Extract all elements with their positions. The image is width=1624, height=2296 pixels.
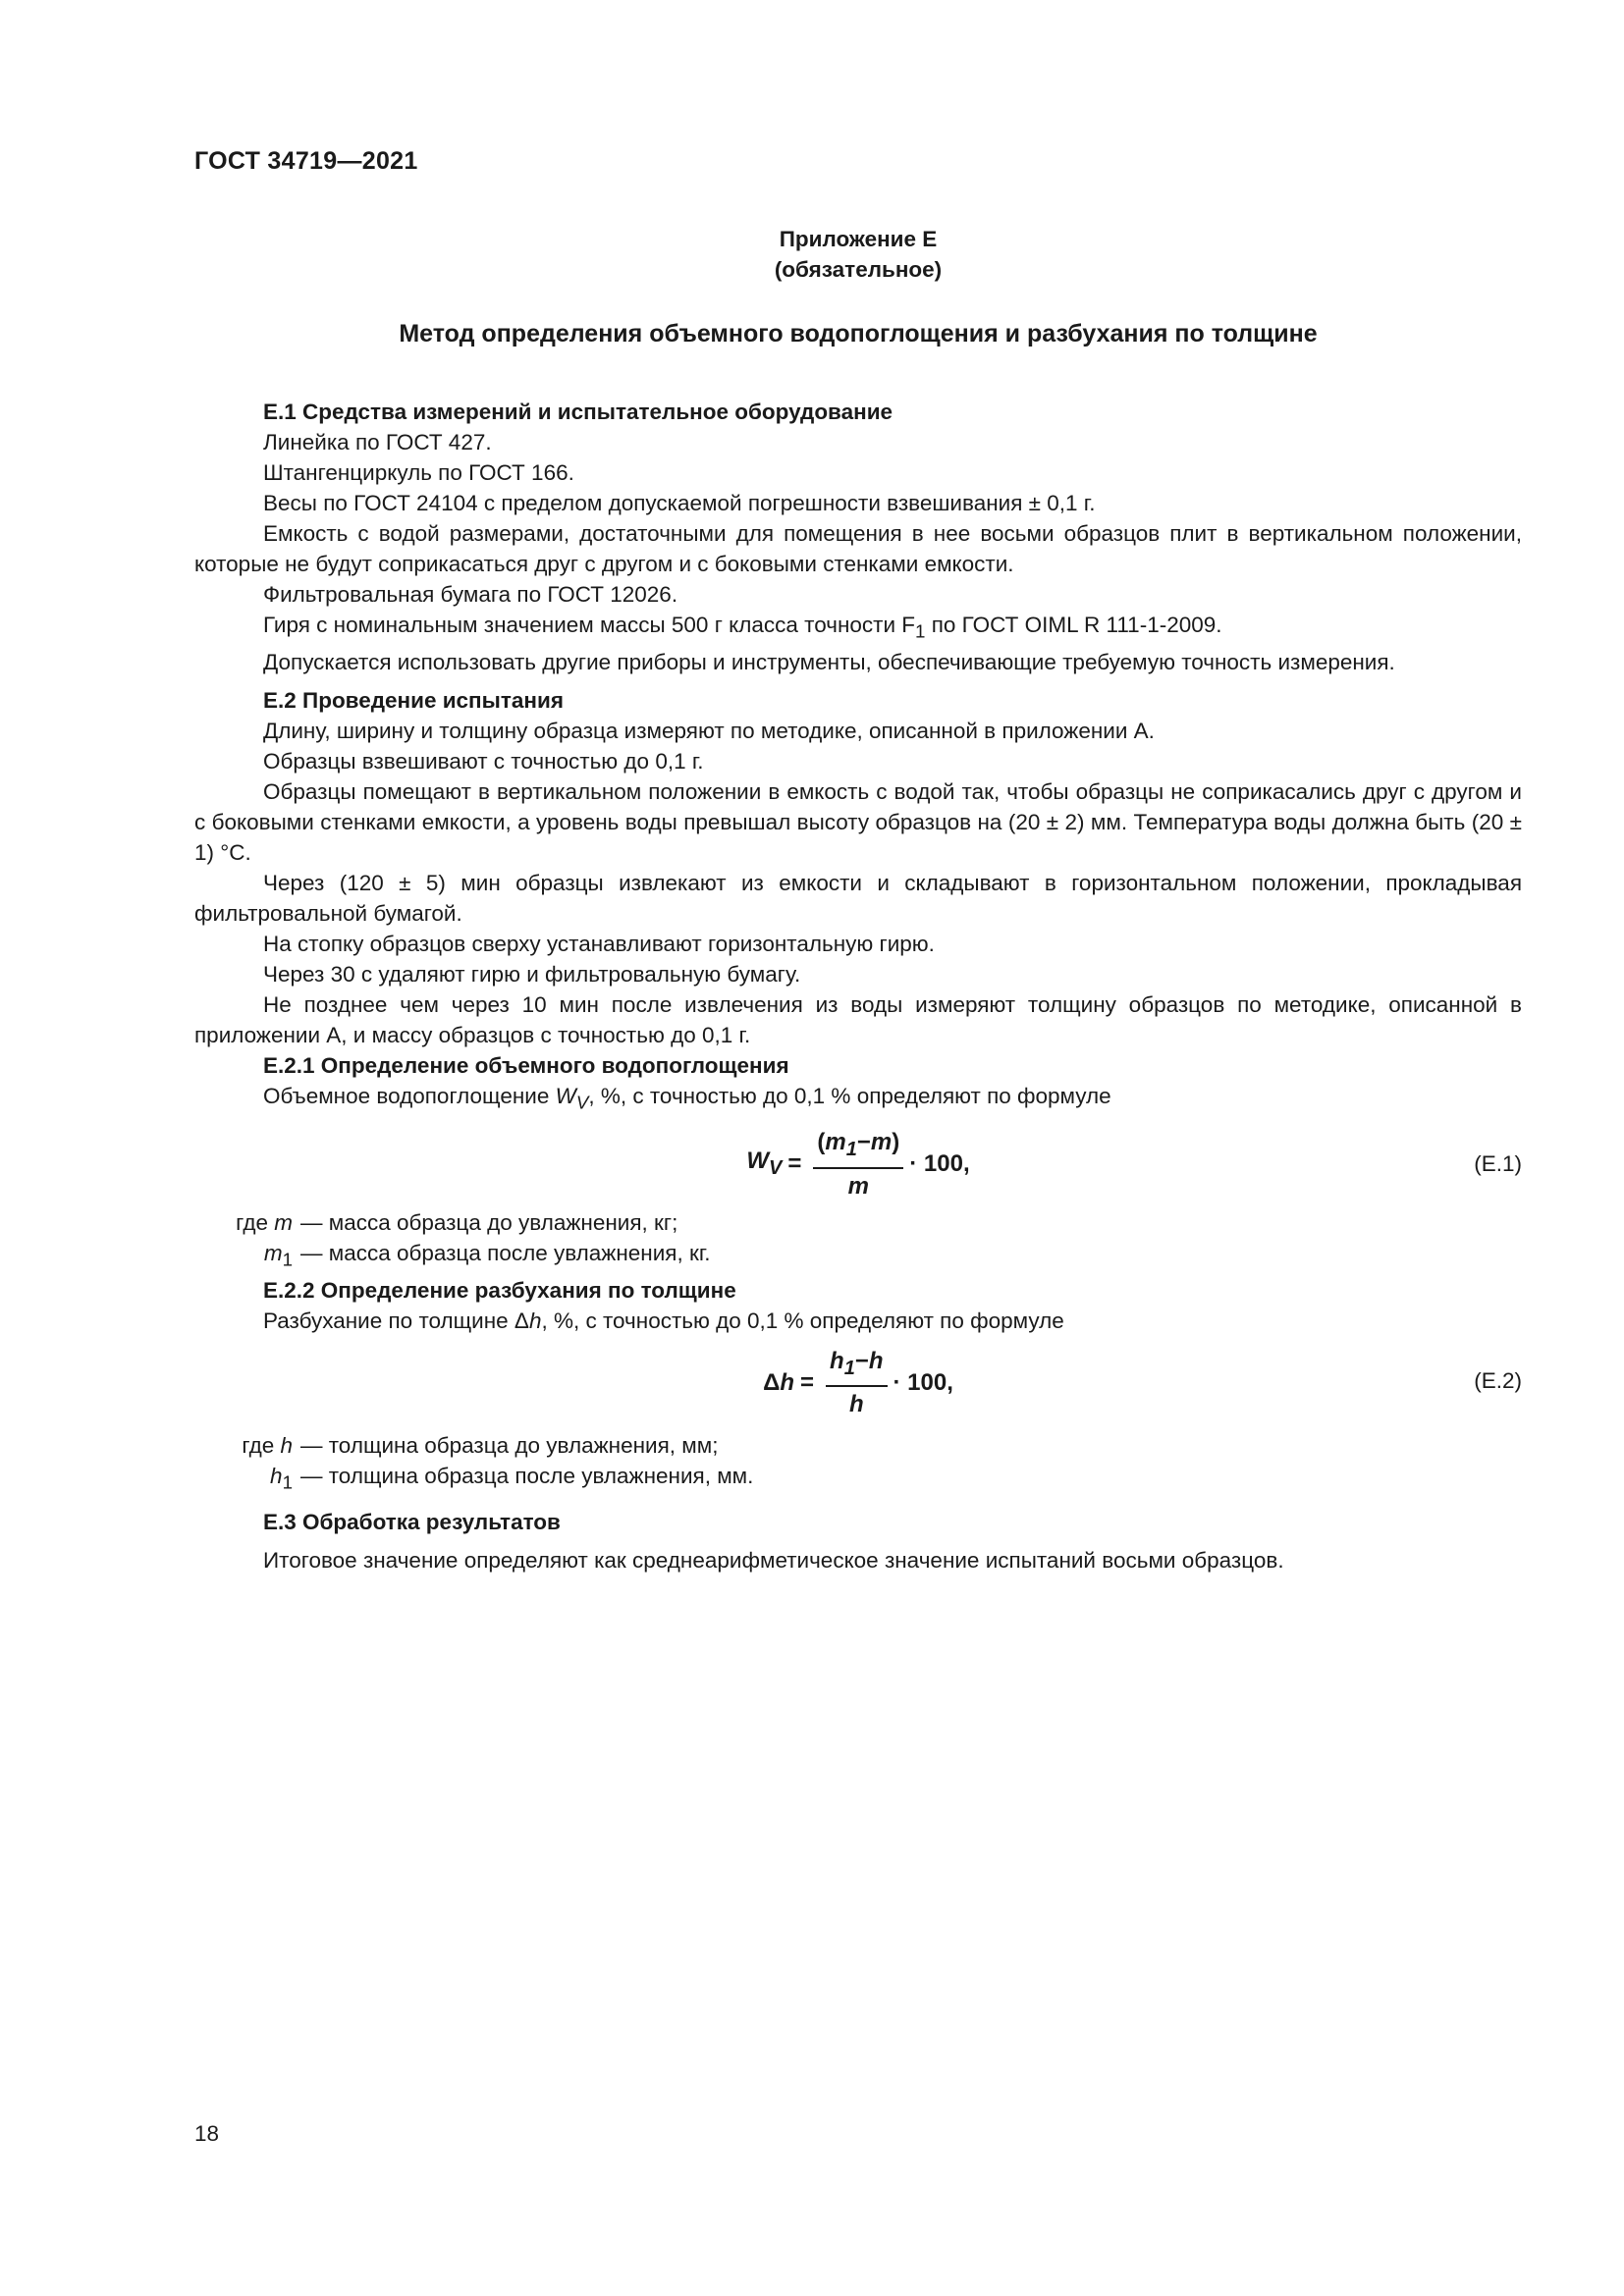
subscript: V (769, 1156, 783, 1179)
appendix-heading (194, 224, 1522, 285)
variable: h (868, 1347, 884, 1374)
paragraph (194, 1306, 1522, 1336)
variable: m (274, 1210, 293, 1235)
text: по ГОСТ OIML R 111-1-2009. (925, 613, 1222, 637)
where-word: где (236, 1210, 268, 1235)
appendix-status: (обязательное) (774, 257, 943, 282)
variable: W (746, 1147, 770, 1174)
delta-symbol: Δ (763, 1368, 781, 1396)
appendix-title: Метод определения объемного водопоглощения и разбухания по толщине (399, 320, 1318, 347)
variable: h (280, 1432, 293, 1458)
subscript: 1 (282, 1249, 293, 1270)
formula-lhs (746, 1146, 782, 1184)
where-term (194, 1461, 300, 1498)
paragraph (194, 1081, 1522, 1118)
formula-tail: · 100, (909, 1150, 970, 1178)
where-description: — толщина образца до увлажнения, мм; (300, 1432, 719, 1458)
denominator: m (847, 1172, 869, 1200)
paragraph: Весы по ГОСТ 24104 с пределом допускаемой погрешности взвешивания ± 0,1 г. (263, 491, 1096, 515)
subscript: 1 (843, 1357, 855, 1379)
equals-sign: = (787, 1150, 802, 1178)
text: , %, с точностью до 0,1 % определяют по формуле (588, 1083, 1111, 1108)
text: Разбухание по толщине (263, 1308, 514, 1333)
text: , %, с точностью до 0,1 % определяют по формуле (541, 1308, 1064, 1333)
where-description: — масса образца после увлажнения, кг. (300, 1241, 711, 1265)
delta-symbol: Δ (514, 1308, 529, 1333)
where-word: где (242, 1432, 275, 1458)
formula-lhs (763, 1367, 794, 1398)
numerator (826, 1346, 887, 1388)
where-description: — масса образца до увлажнения, кг; (300, 1210, 678, 1235)
section-heading-e3: Е.3 Обработка результатов (263, 1510, 561, 1534)
equation-number: (Е.2) (1474, 1367, 1522, 1393)
where-term (194, 1207, 300, 1238)
section-heading-e22: Е.2.2 Определение разбухания по толщине (263, 1277, 736, 1303)
subscript: 1 (915, 620, 926, 642)
page-content (194, 397, 1522, 1575)
document-code: ГОСТ 34719—2021 (194, 147, 418, 175)
variable: W (555, 1083, 576, 1108)
paragraph: Образцы помещают в вертикальном положении в емкость с водой так, чтобы образцы не соприкасались друг с другом и с боковыми стенками емкости, а уровень воды превышал высоту образцов на (20 ± 2) мм. Температура воды должна быть (20 ± 1) °С. (194, 778, 1522, 865)
subscript: 1 (282, 1471, 293, 1492)
minus-sign: − (856, 1129, 871, 1155)
section-heading-e2: Е.2 Проведение испытания (263, 687, 564, 713)
paragraph: Через (120 ± 5) мин образцы извлекают из емкости и складывают в горизонтальном положении, прокладывая фильтровальной бумагой. (194, 870, 1522, 926)
section-heading-e1: Е.1 Средства измерений и испытательное оборудование (263, 400, 893, 424)
variable: h (780, 1368, 795, 1396)
paragraph: Образцы взвешивают с точностью до 0,1 г. (263, 748, 704, 774)
variable: h (830, 1347, 844, 1374)
paragraph: Допускается использовать другие приборы и инструменты, обеспечивающие требуемую точность измерения. (263, 649, 1395, 674)
formula-e2 (194, 1336, 1522, 1430)
paragraph: Длину, ширину и толщину образца измеряют по методике, описанной в приложении А. (263, 718, 1155, 743)
where-line (194, 1461, 1522, 1498)
subscript (576, 1092, 589, 1112)
appendix-label: Приложение Е (779, 227, 938, 251)
numerator (813, 1127, 903, 1169)
variable: h (270, 1463, 283, 1488)
fraction (826, 1346, 887, 1420)
paragraph: Емкость с водой размерами, достаточными для помещения в нее восьми образцов плит в вертикальном положении, которые не будут соприкасаться друг с другом и с боковыми стенками емкости. (194, 521, 1522, 576)
paragraph: Не позднее чем через 10 мин после извлечения из воды измеряют толщину образцов по методике, описанной в приложении А, и массу образцов с точностью до 0,1 г. (194, 991, 1522, 1047)
where-term (194, 1238, 300, 1275)
text: Объемное водопоглощение (263, 1083, 556, 1108)
denominator: h (848, 1391, 864, 1418)
variable: m (870, 1129, 893, 1155)
where-line (194, 1238, 1522, 1275)
equals-sign: = (800, 1368, 815, 1396)
where-description: — толщина образца после увлажнения, мм. (300, 1463, 754, 1488)
paragraph: Итоговое значение определяют как среднеарифметическое значение испытаний восьми образцов. (263, 1548, 1284, 1573)
variable: m (263, 1241, 283, 1265)
subscript: 1 (845, 1138, 857, 1160)
page-number: 18 (194, 2121, 220, 2146)
equation-number: (Е.1) (1474, 1151, 1522, 1176)
formula-e1 (194, 1117, 1522, 1207)
where-line (194, 1207, 1522, 1238)
formula-tail: · 100, (893, 1368, 953, 1396)
variable: h (528, 1308, 542, 1333)
variable: m (825, 1129, 846, 1155)
section-heading-e21: Е.2.1 Определение объемного водопоглощения (263, 1052, 789, 1078)
formula-body (194, 1127, 1522, 1201)
minus-sign: − (854, 1347, 869, 1374)
paren: ( (817, 1129, 826, 1155)
text: Гиря с номинальным значением массы 500 г класса точности F (263, 613, 916, 637)
paragraph: Линейка по ГОСТ 427. (263, 430, 492, 454)
paragraph: Фильтровальная бумага по ГОСТ 12026. (263, 582, 678, 607)
paragraph: Через 30 с удаляют гирю и фильтровальную бумагу. (263, 961, 801, 987)
paragraph (194, 610, 1522, 647)
paragraph: Штангенциркуль по ГОСТ 166. (263, 460, 574, 485)
variable: V (575, 1092, 589, 1112)
where-line (194, 1430, 1522, 1461)
fraction (813, 1127, 903, 1201)
paragraph: На стопку образцов сверху устанавливают горизонтальную гирю. (263, 931, 935, 956)
formula-body (194, 1346, 1522, 1420)
paren: ) (892, 1129, 900, 1155)
where-term (194, 1430, 300, 1461)
